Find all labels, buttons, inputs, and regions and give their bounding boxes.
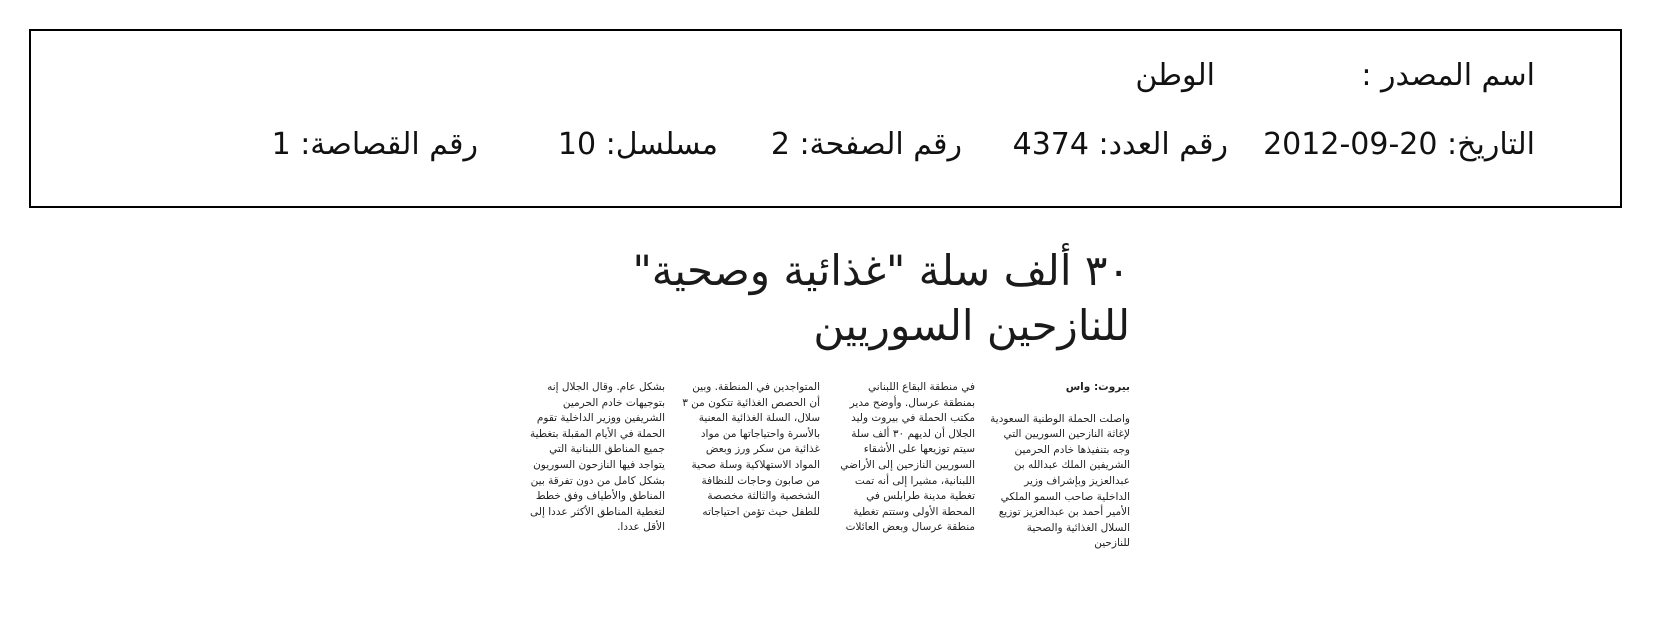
serial-number-field: مسلسل: 10 [557, 127, 718, 162]
article-column-1 [990, 380, 1130, 552]
article-column-text: في منطقة البقاع اللبناني بمنطقة عرسال. وأوضح مدير مكتب الحملة في بيروت وليد الجلال أن لديهم ٣٠ ألف سلة سيتم توزيعها على الأشقاء السوريين النازحين إلى الأراضي اللبنانية، مشيرا إلى أنه تمت تغطية مدينة طرابلس في المحطة الأولى وستتم تغطية منطقة عرسال وبعض العائلات [840, 381, 975, 534]
article-column-3 [680, 380, 820, 520]
issue-number-field: رقم العدد: 4374 [1012, 127, 1228, 162]
clipping-number-field: رقم القصاصة: 1 [271, 127, 478, 162]
article-column-2 [835, 380, 975, 536]
article-column-text: المتواجدين في المنطقة. وبين أن الحصص الغذائية تتكون من ٣ سلال، السلة الغذائية المعنية بالأسرة واحتياجاتها من مواد غذائية من سكر ورز وبعض المواد الاستهلاكية وسلة صحية من صابون وحاجات للنظافة الشخصية والثالثة مخصصة للطفل حيث تؤمن احتياجاته [682, 381, 820, 518]
newspaper-clipping [520, 246, 1130, 580]
article-column-text: واصلت الحملة الوطنية السعودية لإغاثة النازحين السوريين التي وجه بتنفيذها خادم الحرمين الشريفين الملك عبدالله بن عبدالعزيز وبإشراف وزير الداخلية صاحب السمو الملكي الأمير أحمد بن عبدالعزيز توزيع السلال الغذائية والصحية للنازحين [990, 412, 1130, 550]
article-headline-line-1: ٣٠ ألف سلة "غذائية وصحية" [632, 246, 1130, 295]
source-info-box [29, 29, 1622, 208]
source-value: الوطن [1135, 58, 1215, 93]
source-label: اسم المصدر : [1361, 58, 1535, 93]
article-column-4 [525, 380, 665, 536]
date-field: التاريخ: 20-09-2012 [1263, 127, 1535, 162]
article-byline: بيروت: واس [1065, 381, 1130, 393]
article-headline-line-2: للنازحين السوريين [813, 301, 1130, 350]
page-number-field: رقم الصفحة: 2 [770, 127, 962, 162]
article-column-text: بشكل عام. وقال الجلال إنه بتوجيهات خادم الحرمين الشريفين ووزير الداخلية تقوم الحملة في الأيام المقبلة بتغطية جميع المناطق اللبنانية التي يتواجد فيها النازحون السوريون بشكل كامل من دون تفرقة بين المناطق والأطياف وفق خطط لتغطية المناطق الأكثر عددا إلى الأقل عددا. [529, 381, 665, 534]
